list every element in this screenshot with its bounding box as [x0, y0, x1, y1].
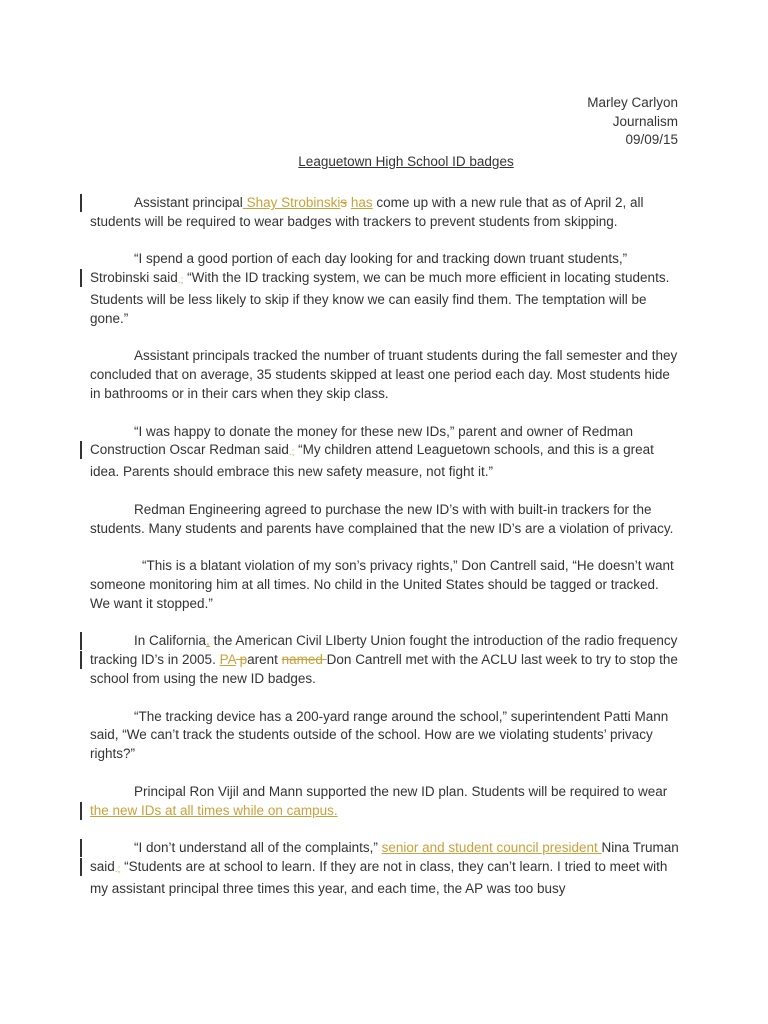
tracked-insertion[interactable]: Shay Strobinski — [242, 195, 341, 210]
text-run: Assistant principals tracked the number of truant students during the fall semester and they concluded that on average, 35 students skipped at least one period each day. Most students hide in bathrooms or in their cars when they skip class. — [90, 348, 678, 401]
document-date: 09/09/15 — [625, 132, 678, 147]
text-run: the American Civil LIberty Union fought the introduction of the radio frequency tracking ID’s in 2005. — [90, 633, 678, 668]
text-run: arent — [247, 652, 282, 668]
tracked-insertion[interactable]: has — [350, 195, 373, 210]
tracked-punctuation[interactable]: .; — [288, 447, 295, 459]
document-title: Leaguetown High School ID badges — [298, 154, 514, 169]
text-run: “This is a blatant violation of my son’s privacy rights,” Don Cantrell said, “He doesn’t want someone monitoring him at all times. No child in the United States should be tagged or tracked. We want it stopped.” — [90, 558, 674, 611]
text-run: Assistant principal — [134, 195, 243, 210]
course-name: Journalism — [612, 113, 678, 129]
change-bar — [80, 441, 82, 459]
text-run: “Students are at school to learn. If they are not in class, they can’t learn. I tried to meet with my assistant principal three times this year, and each time, the AP was too busy — [90, 858, 668, 896]
tracked-deletion[interactable]: named — [281, 652, 327, 668]
text-run: come up with a new rule that as of April 2, all students will be required to wear badges with trackers to prevent students from skipping. — [90, 195, 644, 229]
change-bar — [80, 839, 82, 857]
change-bar — [80, 194, 82, 212]
text-run: “I spend a good portion of each day looking for and tracking down truant students,” Strobinski said — [90, 251, 628, 286]
header-block — [587, 94, 678, 150]
paragraph-7[interactable] — [90, 632, 680, 688]
text-run: In California — [134, 633, 207, 649]
tracked-insertion[interactable]: the new IDs at all times while on campus. — [90, 802, 338, 818]
text-run: Principal Ron Vijil and Mann supported the new ID plan. Students will be required to wear — [134, 783, 668, 799]
paragraph-8[interactable] — [90, 708, 680, 764]
text-run: Don Cantrell met with the ACLU last week to try to stop the school from using the new ID badges. — [90, 652, 678, 686]
author-name: Marley Carlyon — [587, 95, 678, 110]
paragraph-3[interactable] — [90, 347, 680, 403]
tracked-punctuation[interactable]: .; — [114, 863, 121, 875]
tracked-insertion[interactable]: , — [206, 633, 210, 649]
tracked-insertion[interactable]: senior and student council president — [381, 840, 602, 856]
tracked-deletion[interactable]: s — [340, 195, 348, 210]
change-bar — [80, 651, 82, 669]
tracked-insertion[interactable]: PA — [219, 652, 236, 668]
text-run: “I don’t understand all of the complaints,” — [134, 840, 382, 856]
paragraph-6[interactable] — [90, 557, 680, 613]
tracked-deletion[interactable]: p — [235, 652, 248, 668]
text-run: Redman Engineering agreed to purchase the new ID’s with with built-in trackers for the students. Many students and parents have complained that the new ID’s are a violation of privacy. — [90, 501, 674, 536]
paragraph-5[interactable] — [90, 501, 680, 539]
paragraph-2[interactable] — [90, 250, 680, 328]
paragraph-9[interactable] — [90, 783, 680, 821]
text-run: “The tracking device has a 200-yard range around the school,” superintendent Patti Mann said, “We can’t track the students outside of the school. How are we violating students’ privacy rights?” — [90, 708, 669, 762]
change-bar — [80, 858, 82, 876]
text-run: Nina Truman said — [90, 840, 679, 874]
document-body — [90, 194, 680, 917]
tracked-punctuation[interactable]: .; — [177, 275, 184, 287]
change-bar — [80, 632, 82, 650]
paragraph-10[interactable] — [90, 839, 680, 898]
paragraph-1[interactable] — [90, 194, 680, 232]
change-bar — [80, 802, 82, 820]
text-run: “I was happy to donate the money for these new IDs,” parent and owner of Redman Construction Oscar Redman said — [90, 423, 634, 458]
paragraph-4[interactable] — [90, 423, 680, 482]
text-run: “My children attend Leaguetown schools, and this is a great idea. Parents should embrace this new safety measure, not fight it.” — [90, 442, 654, 480]
change-bar — [80, 269, 82, 287]
text-run: “With the ID tracking system, we can be much more efficient in locating students. Students will be less likely to skip if they know we can easily find them. The temptation will be gone.” — [90, 270, 670, 326]
